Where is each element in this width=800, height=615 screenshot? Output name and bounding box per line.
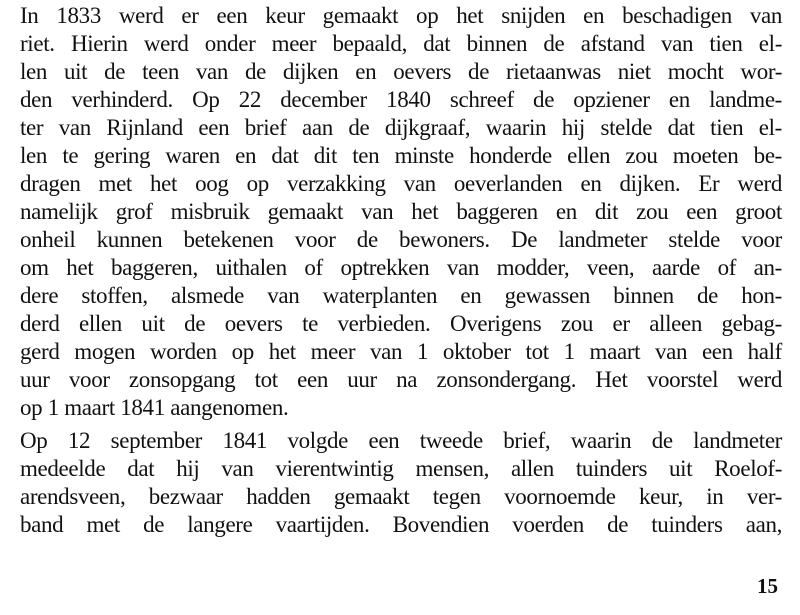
paragraph-1-line-4: den verhinderd. Op 22 december 1840 schreef de opziener en landme- [20, 87, 782, 112]
paragraph-1-line-12: derd ellen uit de oevers te verbieden. Overigens zou er alleen gebag- [20, 311, 782, 336]
paragraph-1-line-15: op 1 maart 1841 aangenomen. [20, 395, 289, 420]
paragraph-1-line-6: len te gering waren en dat dit ten minste honderde ellen zou moeten be- [20, 143, 782, 168]
paragraph-1-line-9: onheil kunnen betekenen voor de bewoners. De landmeter stelde voor [20, 227, 782, 252]
paragraph-2-line-4: band met de langere vaartijden. Bovendien voerden de tuinders aan, [20, 512, 782, 537]
paragraph-1-line-2: riet. Hierin werd onder meer bepaald, dat binnen de afstand van tien el- [20, 31, 782, 56]
paragraph-1-line-5: ter van Rijnland een brief aan de dijkgraaf, waarin hij stelde dat tien el- [20, 115, 782, 140]
paragraph-1-line-13: gerd mogen worden op het meer van 1 oktober tot 1 maart van een half [20, 339, 782, 364]
paragraph-2-line-2: medeelde dat hij van vierentwintig mensen, allen tuinders uit Roelof- [20, 456, 782, 481]
paragraph-2-line-3: arendsveen, bezwaar hadden gemaakt tegen voornoemde keur, in ver- [20, 484, 782, 509]
paragraph-1-line-3: len uit de teen van de dijken en oevers de rietaanwas niet mocht wor- [20, 59, 782, 84]
paragraph-2-line-1: Op 12 september 1841 volgde een tweede brief, waarin de landmeter [20, 428, 782, 453]
page-number: 15 [757, 574, 778, 598]
paragraph-1-line-14: uur voor zonsopgang tot een uur na zonsondergang. Het voorstel werd [20, 367, 782, 392]
paragraph-1-line-10: om het baggeren, uithalen of optrekken van modder, veen, aarde of an- [20, 255, 782, 280]
paragraph-1-line-8: namelijk grof misbruik gemaakt van het baggeren en dit zou een groot [20, 199, 782, 224]
paragraph-1-line-7: dragen met het oog op verzakking van oeverlanden en dijken. Er werd [20, 171, 782, 196]
paragraph-1-line-1: In 1833 werd er een keur gemaakt op het snijden en beschadigen van [20, 3, 782, 28]
paragraph-1-line-11: dere stoffen, alsmede van waterplanten en gewassen binnen de hon- [20, 283, 782, 308]
